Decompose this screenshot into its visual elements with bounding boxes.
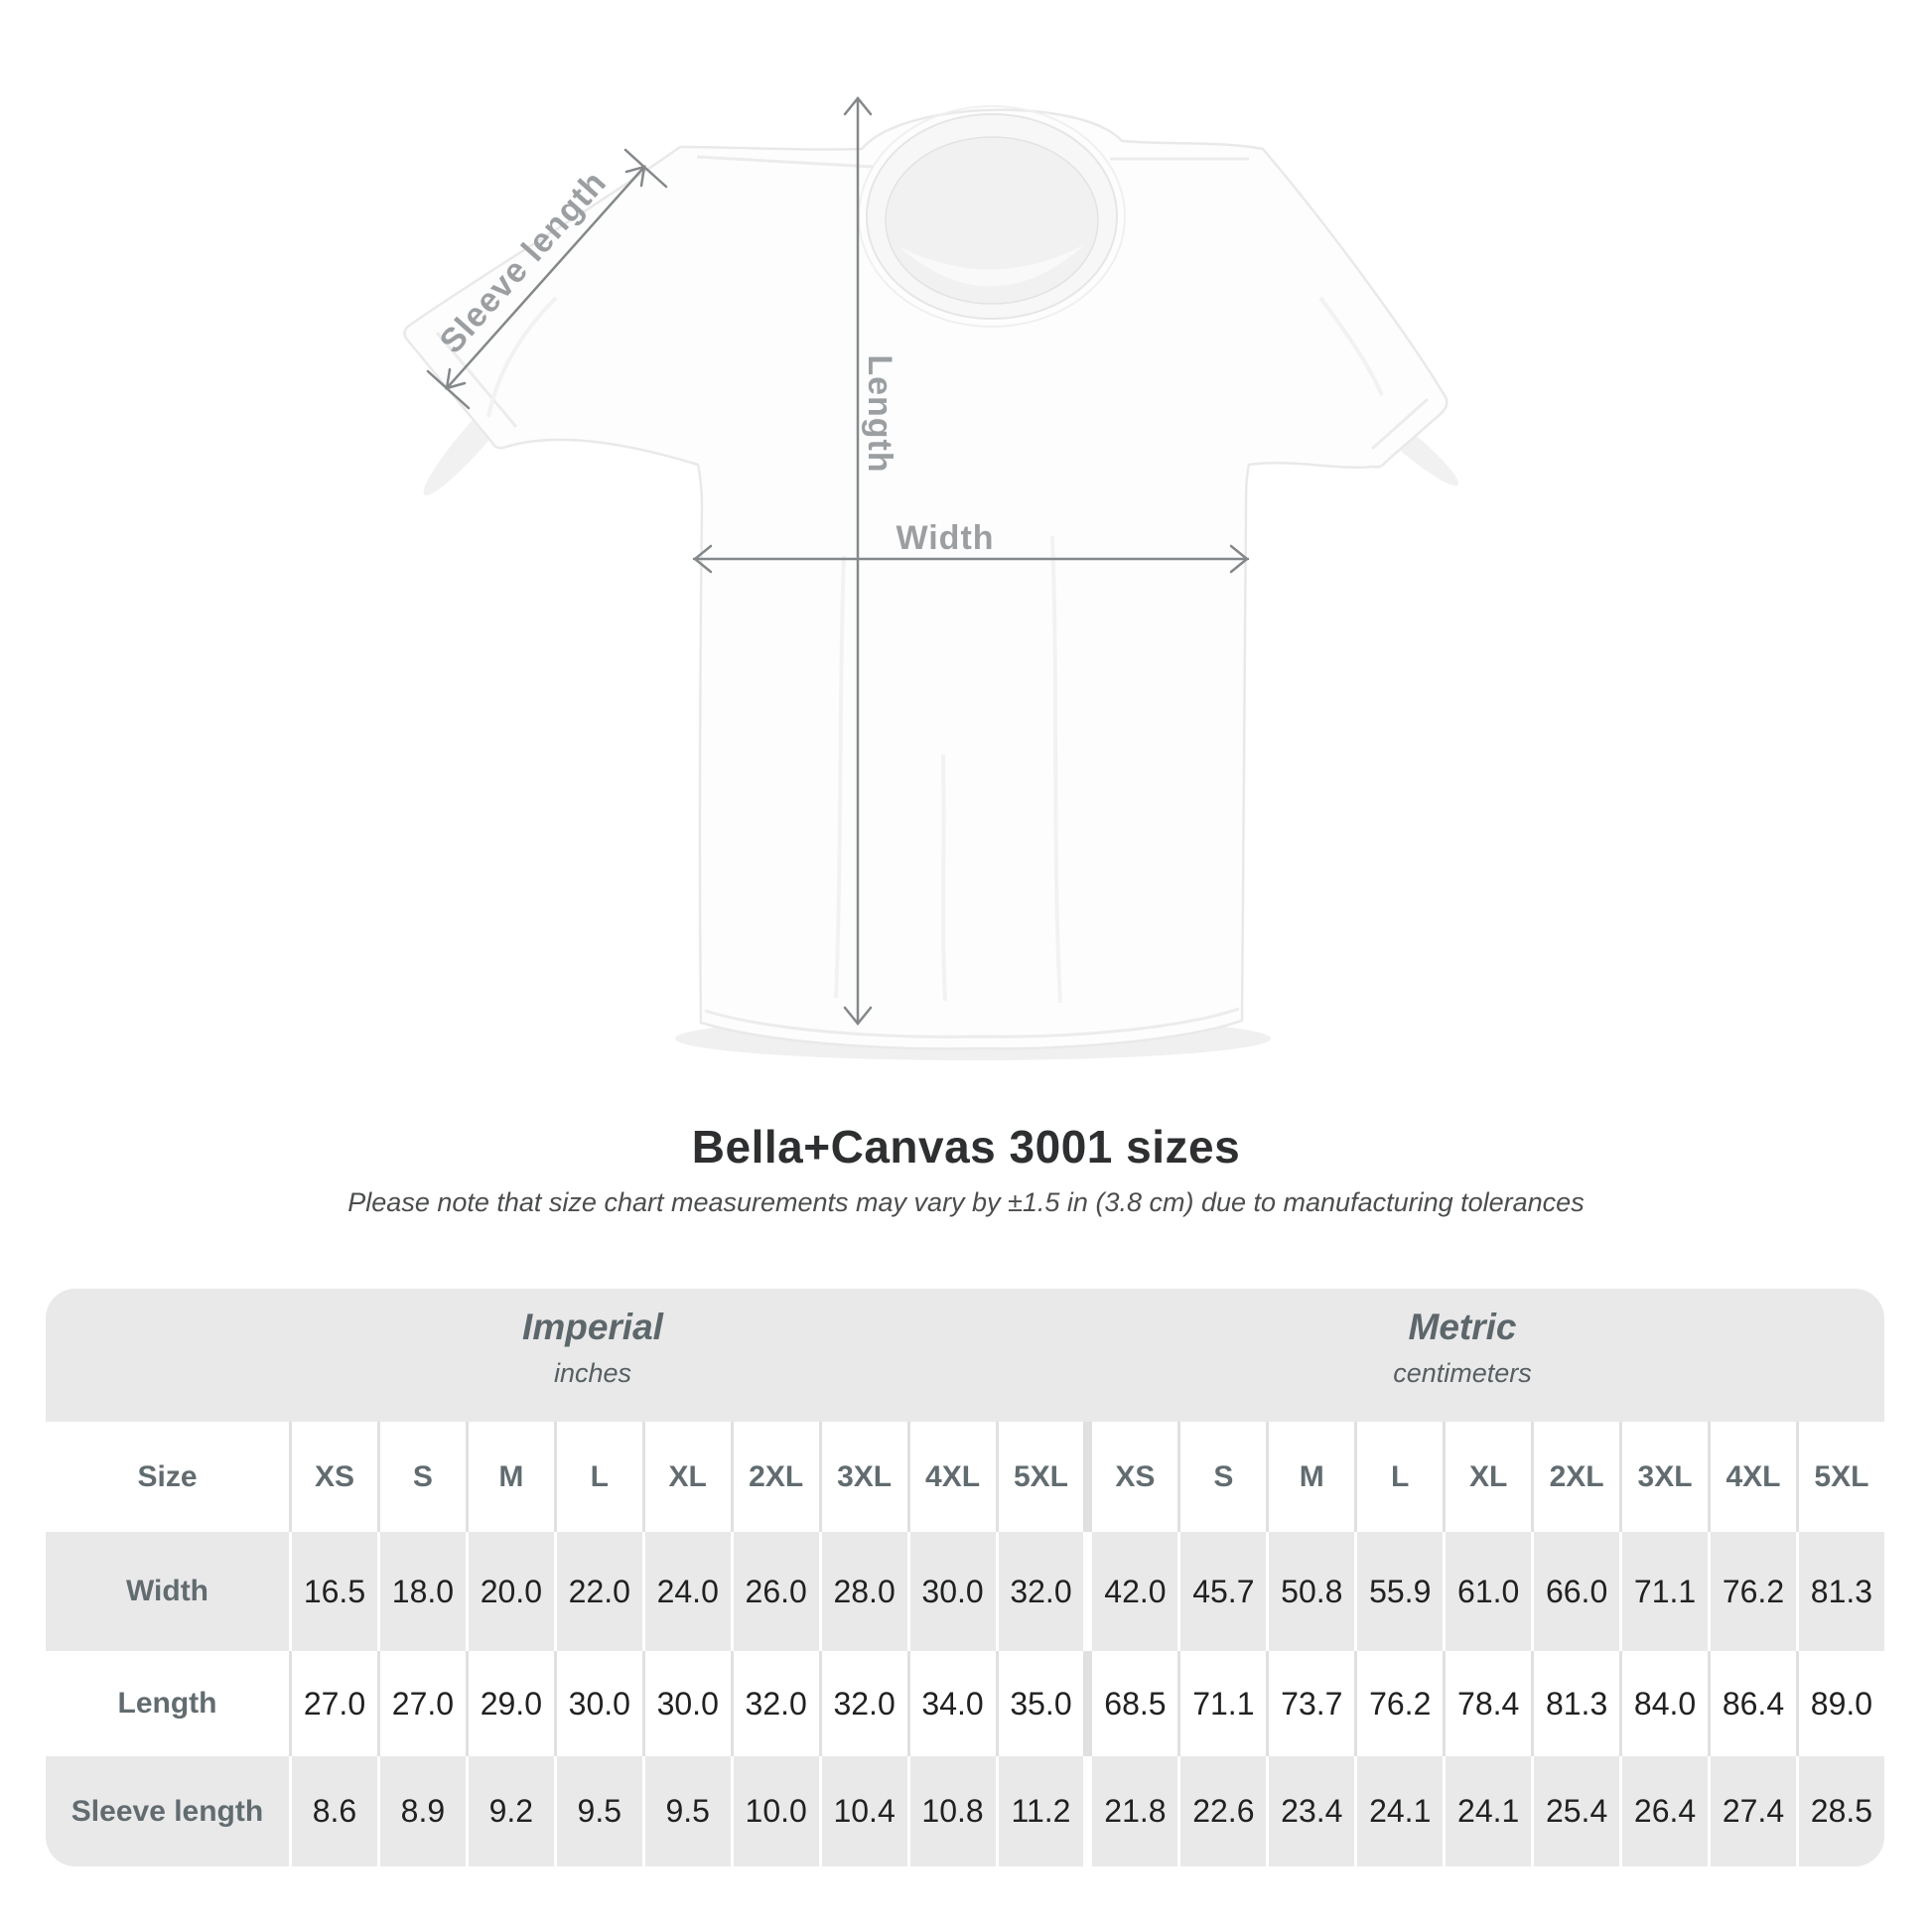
value-cell: 10.8 <box>907 1756 996 1866</box>
value-cell: 34.0 <box>907 1651 996 1756</box>
value-cell: 86.4 <box>1708 1651 1796 1756</box>
value-cell: 68.5 <box>1083 1651 1177 1756</box>
unit-group-metric <box>1393 1305 1532 1391</box>
title-block <box>0 1120 1932 1218</box>
size-column-header: 3XL <box>1619 1422 1708 1532</box>
value-cell: 76.2 <box>1708 1532 1796 1651</box>
value-cell: 28.0 <box>819 1532 907 1651</box>
value-cell: 81.3 <box>1531 1651 1619 1756</box>
table-rows <box>46 1422 1884 1866</box>
value-cell: 27.4 <box>1708 1756 1796 1866</box>
size-column-header: 2XL <box>1531 1422 1619 1532</box>
size-column-header: M <box>1266 1422 1354 1532</box>
length-label: Length <box>861 354 898 474</box>
size-column-header: L <box>1354 1422 1443 1532</box>
unit-header-strip <box>46 1289 1884 1422</box>
value-cell: 25.4 <box>1531 1756 1619 1866</box>
size-column-header: XL <box>1443 1422 1531 1532</box>
value-cell: 32.0 <box>996 1532 1084 1651</box>
value-cell: 30.0 <box>642 1651 731 1756</box>
value-cell: 71.1 <box>1177 1651 1266 1756</box>
value-cell: 27.0 <box>289 1651 377 1756</box>
imperial-label: Imperial <box>522 1307 663 1347</box>
imperial-sublabel: inches <box>553 1358 632 1389</box>
value-cell: 81.3 <box>1796 1532 1884 1651</box>
value-cell: 28.5 <box>1796 1756 1884 1866</box>
value-cell: 73.7 <box>1266 1651 1354 1756</box>
value-cell: 78.4 <box>1443 1651 1531 1756</box>
size-column-header: XS <box>289 1422 377 1532</box>
value-cell: 10.4 <box>819 1756 907 1866</box>
value-cell: 29.0 <box>466 1651 554 1756</box>
size-column-header: S <box>377 1422 466 1532</box>
value-cell: 30.0 <box>554 1651 642 1756</box>
size-column-header: S <box>1177 1422 1266 1532</box>
width-label: Width <box>896 519 995 557</box>
metric-sublabel: centimeters <box>1393 1358 1532 1389</box>
unit-group-imperial <box>522 1305 663 1391</box>
row-label: Sleeve length <box>70 1794 264 1828</box>
value-cell: 30.0 <box>907 1532 996 1651</box>
value-cell: 8.9 <box>377 1756 466 1866</box>
value-cell: 18.0 <box>377 1532 466 1651</box>
value-cell: 42.0 <box>1083 1532 1177 1651</box>
value-cell: 24.1 <box>1354 1756 1443 1866</box>
value-cell: 24.1 <box>1443 1756 1531 1866</box>
value-cell: 22.0 <box>554 1532 642 1651</box>
value-cell: 10.0 <box>731 1756 819 1866</box>
size-column-header: 3XL <box>819 1422 907 1532</box>
value-cell: 26.0 <box>731 1532 819 1651</box>
value-cell: 22.6 <box>1177 1756 1266 1866</box>
value-cell: 26.4 <box>1619 1756 1708 1866</box>
value-cell: 32.0 <box>819 1651 907 1756</box>
value-cell: 50.8 <box>1266 1532 1354 1651</box>
row-label: Width <box>125 1575 209 1607</box>
value-cell: 21.8 <box>1083 1756 1177 1866</box>
value-cell: 76.2 <box>1354 1651 1443 1756</box>
page-title: Bella+Canvas 3001 sizes <box>691 1121 1241 1173</box>
value-cell: 9.2 <box>466 1756 554 1866</box>
value-cell: 23.4 <box>1266 1756 1354 1866</box>
value-cell: 45.7 <box>1177 1532 1266 1651</box>
value-cell: 89.0 <box>1796 1651 1884 1756</box>
table-row-width <box>46 1532 1884 1651</box>
size-column-header: 4XL <box>907 1422 996 1532</box>
value-cell: 84.0 <box>1619 1651 1708 1756</box>
value-cell: 11.2 <box>996 1756 1084 1866</box>
size-column-header: XS <box>1083 1422 1177 1532</box>
value-cell: 71.1 <box>1619 1532 1708 1651</box>
value-cell: 8.6 <box>289 1756 377 1866</box>
value-cell: 55.9 <box>1354 1532 1443 1651</box>
table-row-length <box>46 1651 1884 1756</box>
size-column-header: 5XL <box>1796 1422 1884 1532</box>
value-cell: 35.0 <box>996 1651 1084 1756</box>
value-cell: 9.5 <box>554 1756 642 1866</box>
size-column-header: 4XL <box>1708 1422 1796 1532</box>
size-column-header: L <box>554 1422 642 1532</box>
value-cell: 20.0 <box>466 1532 554 1651</box>
value-cell: 61.0 <box>1443 1532 1531 1651</box>
metric-label: Metric <box>1408 1307 1517 1347</box>
size-column-header: M <box>466 1422 554 1532</box>
value-cell: 16.5 <box>289 1532 377 1651</box>
size-chart-table <box>46 1289 1884 1866</box>
value-cell: 66.0 <box>1531 1532 1619 1651</box>
tolerance-note: Please note that size chart measurements may vary by ±1.5 in (3.8 cm) due to manufacturing tolerances <box>347 1187 1585 1217</box>
value-cell: 32.0 <box>731 1651 819 1756</box>
value-cell: 24.0 <box>642 1532 731 1651</box>
row-label: Length <box>117 1687 217 1720</box>
table-row-sleeve-length <box>46 1756 1884 1866</box>
size-header-row <box>46 1422 1884 1532</box>
value-cell: 27.0 <box>377 1651 466 1756</box>
value-cell: 9.5 <box>642 1756 731 1866</box>
size-column-header: 2XL <box>731 1422 819 1532</box>
sleeve-length-label: Sleeve length <box>432 163 615 361</box>
size-header-label: Size <box>137 1459 198 1493</box>
size-column-header: XL <box>642 1422 731 1532</box>
size-column-header: 5XL <box>996 1422 1084 1532</box>
